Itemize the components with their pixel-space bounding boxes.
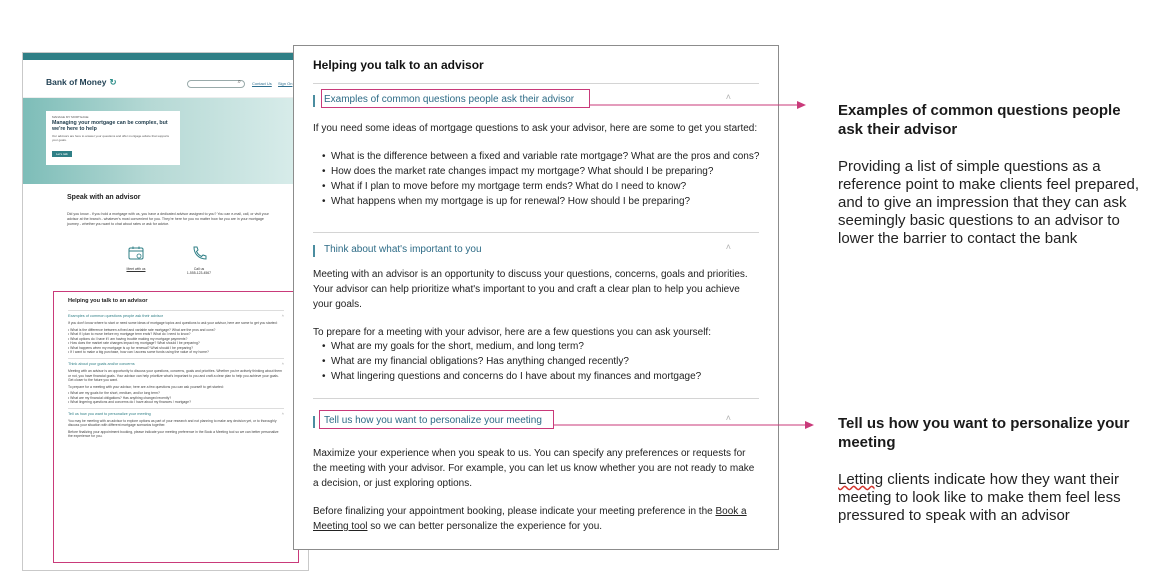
call-us-number: 1-555-123-4567 [186,271,212,275]
chevron-up-icon: ˄ [281,361,284,367]
hero-button[interactable]: Let's talk [52,151,72,157]
thumbnail-accordion-header[interactable] [68,362,284,366]
list-item: • How does the market rate changes impact my mortgage? What should I be preparing? [322,164,762,179]
section-intro: Meeting with an advisor is an opportunity to discuss your questions, concerns, goals and priorities. Your advisor can help prioritize what's important to you and craft a clear plan to help you achieve your goals. [313,269,748,310]
call-us-label: Call us [193,267,205,271]
thumbnail-question-list [68,328,284,356]
list-item: • What if I plan to move before my mortgage term ends? What do I need to know? [322,179,762,194]
phone-icon [191,246,207,260]
call-us[interactable] [185,246,213,275]
accordion-accent-bar [313,245,315,257]
highlight-box [321,89,590,108]
annotation-title: Examples of common questions people ask their advisor [838,102,1121,138]
thumbnail-accordion-header[interactable] [68,412,284,416]
thumbnail-advisor-box [53,291,299,563]
meet-with-us-label: Meet with us [126,267,146,271]
intro-text-before-link: Before finalizing your appointment booking, please indicate your meeting preference in the [313,506,716,517]
thumbnail-top-bar [23,53,308,60]
hero-title: Managing your mortgage can be complex, but we're here to help [52,120,168,132]
list-item: • What happens when my mortgage is up for renewal? How should I be preparing? [322,194,762,209]
thumbnail-section-intro: You may be meeting with an advisor to explore options as part of your research and not planning to make any decision yet, or to thoroughly discuss your situation with different mortgage scenarios together. [68,418,277,428]
bank-logo-text: Bank of Money [46,77,107,87]
chevron-up-icon: ˄ [725,242,731,252]
thumbnail-accordion-header[interactable] [68,314,284,318]
calendar-icon [128,246,144,260]
thumbnail-section-intro: Meeting with an advisor is an opportunity to discuss your questions, concerns, goals and priorities. Whether you're actively thinking about them or not, you have financial goals. Your advisor can help prioritize what's important to you and craft a clear plan to help you achieve your goals. Get closer to the future you want. [68,369,282,383]
thumbnail-box-title: Helping you talk to an advisor [68,298,148,304]
page-thumbnail [22,52,309,571]
annotation-personalize [838,414,1146,525]
thumbnail-section-intro: If you don't know where to start or need some ideas of mortgage topics and questions to ask your advisor, here are some to get you started: [68,321,278,325]
accordion-goals[interactable] [313,243,759,265]
accordion-label: Tell us how you want to personalize your meeting [324,415,542,426]
contact-us-link[interactable]: Contact Us [252,81,272,86]
list-item: • What are my financial obligations? Has anything changed recently? [322,354,762,369]
thumbnail-section-questions [68,310,284,355]
thumbnail-accordion-label: Tell us how you want to personalize your meeting [68,411,151,416]
list-item: • What is the difference between a fixed and variable rate mortgage? What are the pros and cons? [68,328,284,333]
bank-logo-icon: ↻ [109,77,117,87]
chevron-up-icon: ˄ [725,413,731,423]
list-item: • What are my goals for the short, medium, and/or long term? [68,391,284,396]
accordion-label: Examples of common questions people ask their advisor [324,94,575,105]
thumbnail-search-input[interactable] [187,80,245,88]
annotation-body-first-word: Letting [838,471,884,488]
speak-title: Speak with an advisor [67,194,141,201]
bank-logo[interactable] [46,77,117,88]
thumbnail-section-intro-2: To prepare for a meeting with your advisor, here are a few questions you can ask yourself to get started: [68,384,224,389]
goal-question-list [322,339,762,384]
annotation-title: Tell us how you want to personalize your meeting [838,415,1130,451]
question-list [322,149,762,209]
thumbnail-header [23,60,308,98]
panel-title: Helping you talk to an advisor [313,58,484,72]
annotation-body-rest: clients indicate how they want their meeting to look like to make them feel less pressured to speak with an advisor [838,471,1121,524]
thumbnail-accordion-label: Examples of common questions people ask their advisor [68,314,163,318]
thumbnail-section-personalize [68,408,284,439]
meet-with-us[interactable] [126,246,146,271]
chevron-up-icon: ˄ [281,313,284,318]
thumbnail-section-goals [68,358,284,405]
intro-text-after-link: so we can better personalize the experience for you. [367,521,603,532]
thumbnail-accordion-label: Think about your goals and/or concerns [68,362,135,367]
chevron-up-icon: ˄ [281,410,284,416]
thumbnail-hero [23,98,309,184]
accordion-accent-bar [313,95,315,107]
divider [313,398,759,399]
list-item: • What options do I have if I am having trouble making my mortgage payments? [68,337,284,342]
search-icon: ⌕ [237,79,241,85]
thumbnail-section-intro-2: Before finalizing your appointment booking, please indicate your meeting preference in the Book a Meeting tool so we can better personalize the experience for you. [68,429,279,439]
accordion-accent-bar [313,416,315,428]
list-item: • What are my financial obligations? Has anything changed recently? [68,396,284,401]
list-item: • If I want to make a big purchase, how can I access some funds using the value of my home? [68,350,284,355]
section-intro-2: To prepare for a meeting with your advisor, here are a few questions you can ask yourself: [313,327,711,338]
list-item: • What happens when my mortgage is up for renewal? What should I be preparing? [68,346,284,351]
annotation-body [838,471,1146,525]
thumbnail-goal-list [68,391,284,405]
list-item: • What lingering questions and concerns do I have about my finances and mortgage? [322,369,762,384]
annotation-body: Providing a list of simple questions as a reference point to make clients feel prepared, and to give an impression that they can ask seemingly basic questions to an advisor to lower the barrier to contact the bank [838,158,1140,247]
list-item: • What if I plan to move before my mortgage term ends? What do I need to know? [68,332,284,337]
section-intro: If you need some ideas of mortgage questions to ask your advisor, here are some to get you started: [313,123,758,134]
divider [313,232,759,233]
sign-on-link[interactable]: Sign On [278,81,293,86]
advisor-panel [293,45,779,550]
highlight-box [319,410,554,429]
book-meeting-link[interactable]: Book a Meeting tool [313,506,747,532]
section-intro-2 [313,504,761,534]
chevron-up-icon: ˄ [725,92,731,102]
hero-subtitle: Our advisors are here to answer your questions and offer mortgage advice that supports your goals. [52,134,170,142]
annotation-questions [838,101,1146,248]
list-item: • How does the market rate changes impact my mortgage? What should I be preparing? [68,341,284,346]
accordion-label: Think about what's important to you [324,244,482,255]
list-item: • What lingering questions and concerns do I have about my finances / mortgage? [68,400,284,405]
list-item: • What are my goals for the short, medium, and long term? [322,339,762,354]
speak-body: Did you know - if you hold a mortgage with us, you have a dedicated advisor assigned to you? You can e-mail, call, or visit your advisor at the branch - whatever's most convenient for you. They're here for you no matter how far you are in your mortgage journey - whether you want to chat about rates or ask for advice. [67,212,269,226]
section-intro: Maximize your experience when you speak to us. You can specify any preferences or requests for the meeting with your advisor. For example, you can let us know whether you are not ready to make a decision, or just exploring options. [313,448,755,489]
divider [313,83,759,84]
list-item: • What is the difference between a fixed and variable rate mortgage? What are the pros and cons? [322,149,762,164]
hero-card [46,111,180,165]
hero-kicker: MANAGE MY MORTGAGE [52,115,89,119]
